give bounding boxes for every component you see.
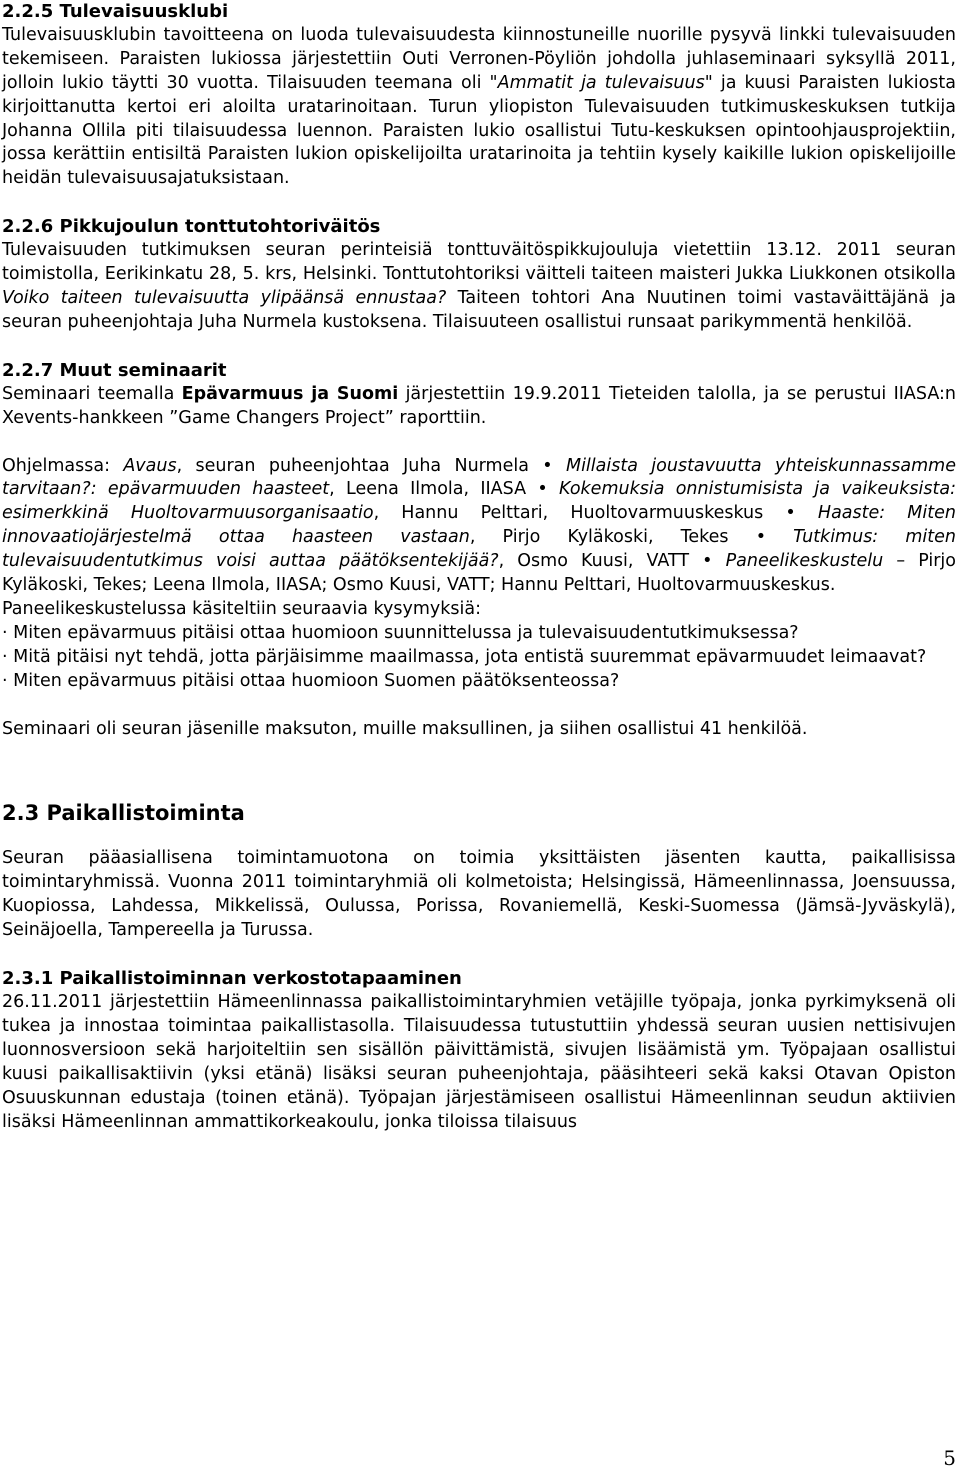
text-run: Tulevaisuusklubin tavoitteena on luoda tulevaisuudesta kiinnostuneille nuorille pysyvä linkki tulevaisuuden tekemiseen. — [2, 24, 956, 69]
page-number: 5 — [943, 1446, 956, 1470]
panel-question: · Mitä pitäisi nyt tehdä, jotta pärjäisimme maailmassa, jota entistä suuremmat epävarmuudet leimaavat? — [2, 646, 927, 667]
panel-question: · Miten epävarmuus pitäisi ottaa huomioon suunnittelussa ja tulevaisuudentutkimuksessa? — [2, 622, 799, 643]
paragraph-seminar-closing: Seminaari oli seuran jäsenille maksuton, muille maksullinen, ja siihen osallistui 41 henkilöä. — [2, 718, 808, 739]
text-run: , Pirjo Kyläkoski, Tekes • — [469, 527, 794, 548]
text-run: , Osmo Kuusi, VATT • — [498, 551, 726, 572]
italic-item: Paneelikeskustelu — [725, 551, 884, 572]
section-heading-2-3: 2.3 Paikallistoiminta — [2, 801, 245, 826]
text-run: Tilaisuuden teemana oli " — [267, 72, 498, 93]
text-run: , Leena Ilmola, IIASA • — [329, 479, 559, 500]
paragraph-paikallistoiminta: Seuran pääasiallisena toimintamuotona on toimia yksittäisten jäsenten kautta, paikallisissa toimintaryhmissä. Vuonna 2011 toimintaryhmiä oli kolmetoista; Helsingissä, Hämeenlinnassa, Joensuussa, Kuopiossa, Lahdessa, Mikkelissä, Oulussa, Porissa, Rovaniemellä, Keski-Suomessa (Jämsä-Jyväskylä), Seinäjoella, Tampereella ja Turussa. — [2, 848, 956, 941]
section-heading-2-2-7: 2.2.7 Muut seminaarit — [2, 359, 227, 381]
panel-question: · Miten epävarmuus pitäisi ottaa huomioon Suomen päätöksenteossa? — [2, 670, 620, 691]
text-run: järjestettiin 19.9.2011 Tieteiden talolla, ja se perustui IIASA:n Xevents-hankkeen ”Game Changers Project” raporttiin. — [2, 383, 956, 428]
text-run: Tulevaisuuden tutkimuksen seuran perinteisiä tonttuväitöspikkujouluja vietettiin 13.12. 2011 seuran toimistolla, Eerikinkatu 28, 5. krs, Helsinki. Tonttutohtoriksi väitteli taiteen maisteri Jukka Liukkonen otsikolla — [2, 240, 956, 285]
italic-item: Avaus — [123, 455, 177, 476]
paragraph-verkostotapaaminen: 26.11.2011 järjestettiin Hämeenlinnassa paikallistoimintaryhmien vetäjille työpaja, jonka pyrkimyksenä oli tukea ja innostaa toimintaa paikallistasolla. Tilaisuudessa tutustuttiin yhdessä seuran uusien nettisivujen luonnosversioon sekä harjoiteltiin sen sisällön päivittämistä, sivujen lisäämistä ym. Työpajaan osallistui kuusi paikallisaktiivin (yksi etänä) lisäksi seuran puheenjohtaja, pääsihteeri sekä kaksi Otavan Opiston Osuuskunnan edustaja (toinen etänä). Työpajan järjestämiseen osallistui Hämeenlinnan seudun aktiivien lisäksi Hämeenlinnan ammattikorkeakoulu, jonka tiloissa tilaisuus — [2, 992, 956, 1132]
text-run: " ja kuusi Paraisten lukiosta kirjoittanutta kertoi eri aloilta uratarinoitaan. Turun yliopiston Tulevaisuuden tutkimuskeskuksen tutkija Johanna Ollila piti tilaisuudessa luennon. Paraisten lukio osallistui Tutu-keskuksen opintoohjausprojektiin, jossa kerättiin entisiltä Paraisten lukion opiskelijoilta uratarinoita ja tehtiin kysely kaikille lukion opiskelijoille heidän tulevaisuusajatuksistaan. — [2, 72, 956, 189]
text-run: , seuran puheenjohtaa Juha Nurmela • — [176, 455, 566, 476]
text-run: Ohjelmassa: — [2, 455, 124, 476]
italic-item: Tutkimus: miten tulevaisuudentutkimus voisi auttaa päätöksentekijää? — [2, 527, 956, 572]
text-run: Paraisten lukiossa järjestettiin Outi Verronen-Pöyliön johdolla juhlaseminaari syksyllä 2011, jolloin lukio täytti 30 vuotta. — [2, 48, 956, 93]
paragraph-pikkujoulu — [2, 239, 956, 335]
paragraph-program — [2, 455, 956, 598]
text-run: – Pirjo Kyläkoski, Tekes; Leena Ilmola, IIASA; Osmo Kuusi, VATT; Hannu Pelttari, Huoltovarmuuskeskus. — [2, 551, 956, 596]
italic-item: Haaste: Miten innovaatiojärjestelmä ottaa haasteen vastaan — [2, 503, 956, 548]
italic-item: Kokemuksia onnistumisista ja vaikeuksista: esimerkkinä Huoltovarmuusorganisaatio — [2, 479, 956, 524]
text-run: Seminaari teemalla — [2, 383, 182, 404]
section-heading-2-2-6: 2.2.6 Pikkujoulun tonttutohtoriväitös — [2, 216, 381, 238]
section-heading-2-2-5: 2.2.5 Tulevaisuusklubi — [2, 1, 229, 22]
document-page — [2, 0, 956, 1134]
paragraph-tulevaisuusklubi — [2, 24, 956, 191]
bold-theme: Epävarmuus ja Suomi — [181, 383, 399, 404]
text-run: , Hannu Pelttari, Huoltovarmuuskeskus • — [373, 503, 818, 524]
italic-title: Ammatit ja tulevaisuus — [497, 72, 705, 93]
paragraph-seminar-intro — [2, 383, 956, 431]
italic-item: Millaista joustavuutta yhteiskunnassamme tarvitaan?: epävarmuuden haasteet — [2, 455, 956, 500]
panel-intro: Paneelikeskustelussa käsiteltiin seuraavia kysymyksiä: — [2, 598, 482, 619]
italic-title: Voiko taiteen tulevaisuutta ylipäänsä ennustaa? — [2, 287, 447, 308]
section-heading-2-3-1: 2.3.1 Paikallistoiminnan verkostotapaaminen — [2, 968, 462, 990]
text-run: Taiteen tohtori Ana Nuutinen toimi vastaväittäjänä ja seuran puheenjohtaja Juha Nurmela kustoksena. Tilaisuuteen osallistui runsaat parikymmentä henkilöä. — [2, 287, 957, 332]
